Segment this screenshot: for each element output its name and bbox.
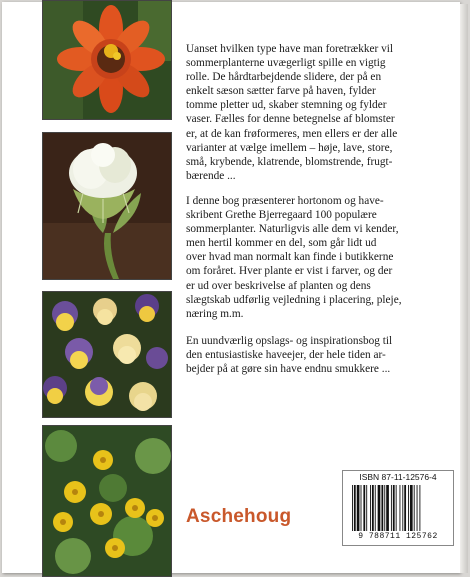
text-line: rolle. De hårdtarbejdende slidere, der på en — [186, 71, 382, 84]
barcode-bar — [357, 485, 360, 531]
barcode-bar — [414, 485, 415, 531]
isbn-number: ISBN 87-11-12576-4 — [359, 472, 437, 482]
barcode-bar — [393, 485, 395, 531]
text-line: enkelt sæson sætter farve på haven, fylder — [186, 85, 376, 98]
ean-number: 9 788711 125762 — [358, 532, 438, 541]
text-line: varianter at vælge imellem – høje, lave, store, — [186, 141, 393, 154]
barcode-bar — [402, 485, 403, 531]
text-line: men hertil kommer en del, som går lidt ud — [186, 237, 377, 250]
barcode-bar — [396, 485, 397, 531]
text-line: næring m.m. — [186, 307, 244, 320]
photo-white-flower-bud — [42, 132, 172, 280]
text-line: Uanset hvilken type have man foretrækker vil — [186, 43, 394, 55]
text-line: om foråret. Hver plante er vist i farver, og der — [186, 265, 393, 278]
barcode-bar — [354, 485, 356, 531]
text-line: skribent Grethe Bjerregaard 100 populære — [186, 209, 377, 222]
barcode-bar — [384, 485, 385, 531]
barcode-bar — [378, 485, 381, 531]
barcode-bar — [370, 485, 371, 531]
description-paragraph-2 — [186, 194, 429, 321]
text-line: over hvad man normalt kan finde i butikkerne — [186, 251, 394, 264]
barcode-bar — [417, 485, 418, 531]
text-line: slægtskab udførlig vejledning i placering, pleje, — [186, 293, 402, 306]
text-line: En uundværlig opslags- og inspirationsbog til — [186, 335, 393, 347]
barcode-bar — [404, 485, 406, 531]
description-paragraph-1 — [186, 42, 429, 183]
barcode-bar — [366, 485, 367, 531]
barcode-bar — [410, 485, 413, 531]
text-line: tomme pletter ud, skaber stemning og fylder — [186, 99, 387, 112]
barcode-bar — [375, 485, 376, 531]
barcode-bar — [386, 485, 389, 531]
barcode-bar — [400, 485, 401, 531]
barcode-bar — [372, 485, 374, 531]
description-paragraph-3 — [186, 334, 429, 376]
barcode-bar — [363, 485, 365, 531]
barcode-bar — [381, 485, 383, 531]
text-line: I denne bog præsenterer hortonom og have- — [186, 195, 384, 207]
barcode-bar — [419, 485, 420, 531]
text-line: sommerplanterne uvægerligt spille en vigtig — [186, 57, 386, 70]
barcode-bar — [361, 485, 362, 531]
text-line: sommerplanter. Naturligvis alle dem vi kender, — [186, 223, 399, 236]
photo-orange-zinnia — [42, 0, 172, 120]
publisher-logo-text: Aschehoug — [186, 506, 292, 527]
text-line: små, krybende, klatrende, blomstrende, frugt- — [186, 155, 393, 168]
barcode-bar — [408, 485, 409, 531]
cover-edge — [460, 4, 468, 573]
barcode-bar — [391, 485, 392, 531]
text-line: den entusiastiske haveejer, der hele tiden ar- — [186, 349, 386, 362]
text-line: bærende ... — [186, 169, 236, 182]
photo-yellow-nasturtiums — [42, 425, 172, 577]
photo-violas-pansies — [42, 291, 172, 418]
barcode-block — [342, 470, 454, 546]
barcode-bar — [352, 485, 353, 531]
text-line: er, at de kan frøformeres, men ellers er der alle — [186, 127, 398, 140]
barcode-icon — [351, 485, 447, 531]
text-line: vaser. Fælles for denne betegnelse af blomster — [186, 113, 395, 126]
text-line: er ud over beskrivelse af planten og dens — [186, 279, 371, 292]
text-line: bejder på at gøre sin have endnu smukkere ... — [186, 363, 391, 376]
